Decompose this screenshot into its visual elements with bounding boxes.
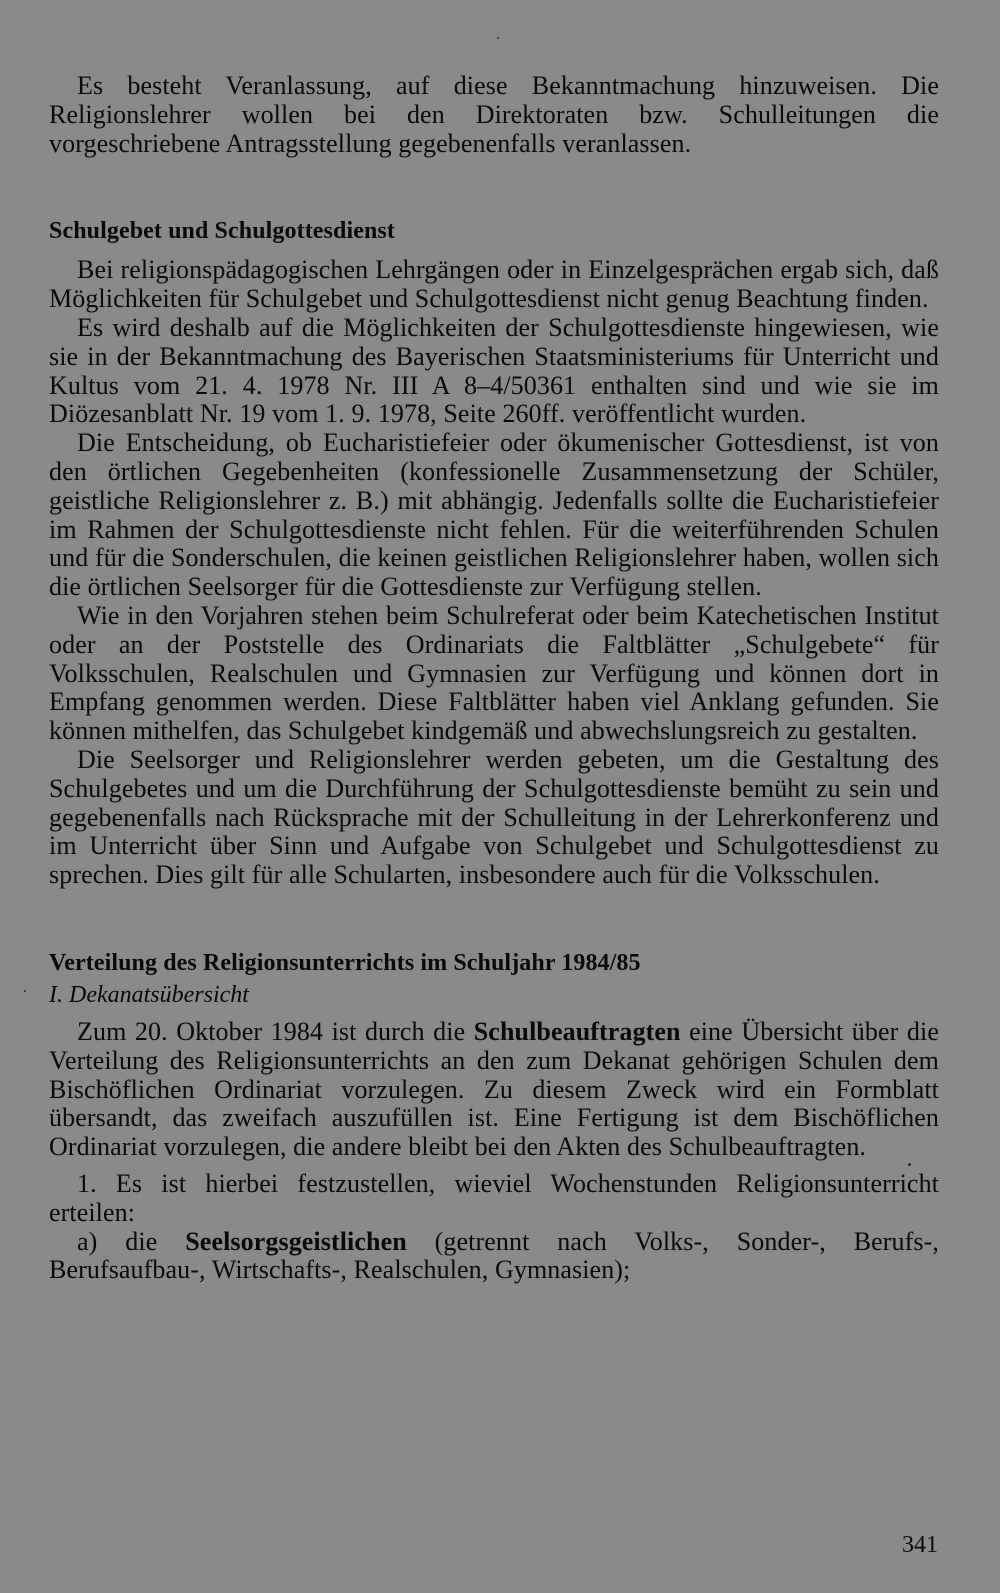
paragraph: Es wird deshalb auf die Möglichkeiten der Schulgottesdienste hingewiesen, wie sie in der Bekanntmachung des Bayerischen Staatsministeriums für Unterricht und Kultus vom 21. 4. 1978 Nr. III A 8–4/50361 enthalten sind und wie sie im Diözesanblatt Nr. 19 vom 1. 9. 1978, Seite 260ff. veröffentlicht wurden. — [49, 312, 939, 429]
list-item: 1. Es ist hierbei festzustellen, wieviel Wochenstunden Religionsunterricht erteilen: — [49, 1168, 939, 1227]
paragraph: Bei religionspädagogischen Lehrgängen oder in Einzelgesprächen ergab sich, daß Möglichkeiten für Schulgebet und Schulgottesdienst nicht genug Beachtung finden. — [49, 255, 939, 314]
text-run: (getrennt nach Volks-, Sonder-, Berufs-, Berufsaufbau-, Wirtschafts-, Realschulen, Gymnasien); — [49, 1226, 939, 1285]
paragraph — [49, 1018, 939, 1162]
document-page — [49, 72, 939, 1285]
text-run: eine Übersicht über die Verteilung des Religionsunterrichts an den zum Dekanat gehörigen Schulen dem Bischöflichen Ordinariat vorzulegen. Zu diesem Zweck wird ein Formblatt übersandt, das zweifach auszufüllen ist. Eine Fertigung ist dem Bischöflichen Ordinariat vorzulegen, die andere bleibt bei den Akten des Schulbeauftragten. — [49, 1016, 939, 1162]
section-heading-verteilung: Verteilung des Religionsunterrichts im Schuljahr 1984/85 — [49, 949, 641, 976]
text-run: Zum 20. Oktober 1984 ist durch die — [77, 1016, 474, 1046]
scan-speck — [24, 990, 26, 992]
page-number: 341 — [902, 1532, 938, 1558]
paragraph: Die Entscheidung, ob Eucharistiefeier oder ökumenischer Gottesdienst, ist von den örtlichen Gegebenheiten (konfessionelle Zusammensetzung der Schüler, geistliche Religionslehrer z. B.) mit abhängig. Jedenfalls sollte die Eucharistiefeier im Rahmen der Schulgottesdienste nicht fehlen. Für die weiterführenden Schulen und für die Sonderschulen, die keinen geistlichen Religionslehrer haben, wollen sich die örtlichen Seelsorger für die Gottesdienste zur Verfügung stellen. — [49, 428, 939, 602]
intro-paragraph: Es besteht Veranlassung, auf diese Bekanntmachung hinzuweisen. Die Religionslehrer wollen bei den Direktoraten bzw. Schulleitungen die vorgeschriebene Antragsstellung gegebenenfalls veranlassen. — [49, 71, 939, 158]
list-item — [49, 1228, 939, 1286]
section-heading-schulgebet: Schulgebet und Schulgottesdienst — [49, 218, 395, 245]
paragraph: Wie in den Vorjahren stehen beim Schulreferat oder beim Katechetischen Institut oder an der Poststelle des Ordinariats die Faltblätter „Schulgebete“ für Volksschulen, Realschulen und Gymnasien zur Verfügung und können dort in Empfang genommen werden. Diese Faltblätter haben viel Anklang gefunden. Sie können mithelfen, das Schulgebet kindgemäß und abwechslungsreich zu gestalten. — [49, 600, 939, 746]
subsection-heading: I. Dekanatsübersicht — [49, 981, 249, 1008]
text-run: a) die — [77, 1226, 186, 1256]
bold-term-seelsorgsgeistlichen: Seelsorgsgeistlichen — [185, 1226, 407, 1256]
paragraph: Die Seelsorger und Religionslehrer werden gebeten, um die Gestaltung des Schulgebetes und um die Durchführung der Schulgottesdienste bemüht zu sein und gegebenenfalls nach Rücksprache mit der Schulleitung in der Lehrerkonferenz und im Unterricht über Sinn und Aufgabe von Schulgebet und Schulgottesdienst zu sprechen. Dies gilt für alle Schularten, insbesondere auch für die Volksschulen. — [49, 744, 939, 890]
bold-term-schulbeauftragten: Schulbeauftragten — [473, 1016, 681, 1046]
scan-speck — [497, 37, 499, 39]
